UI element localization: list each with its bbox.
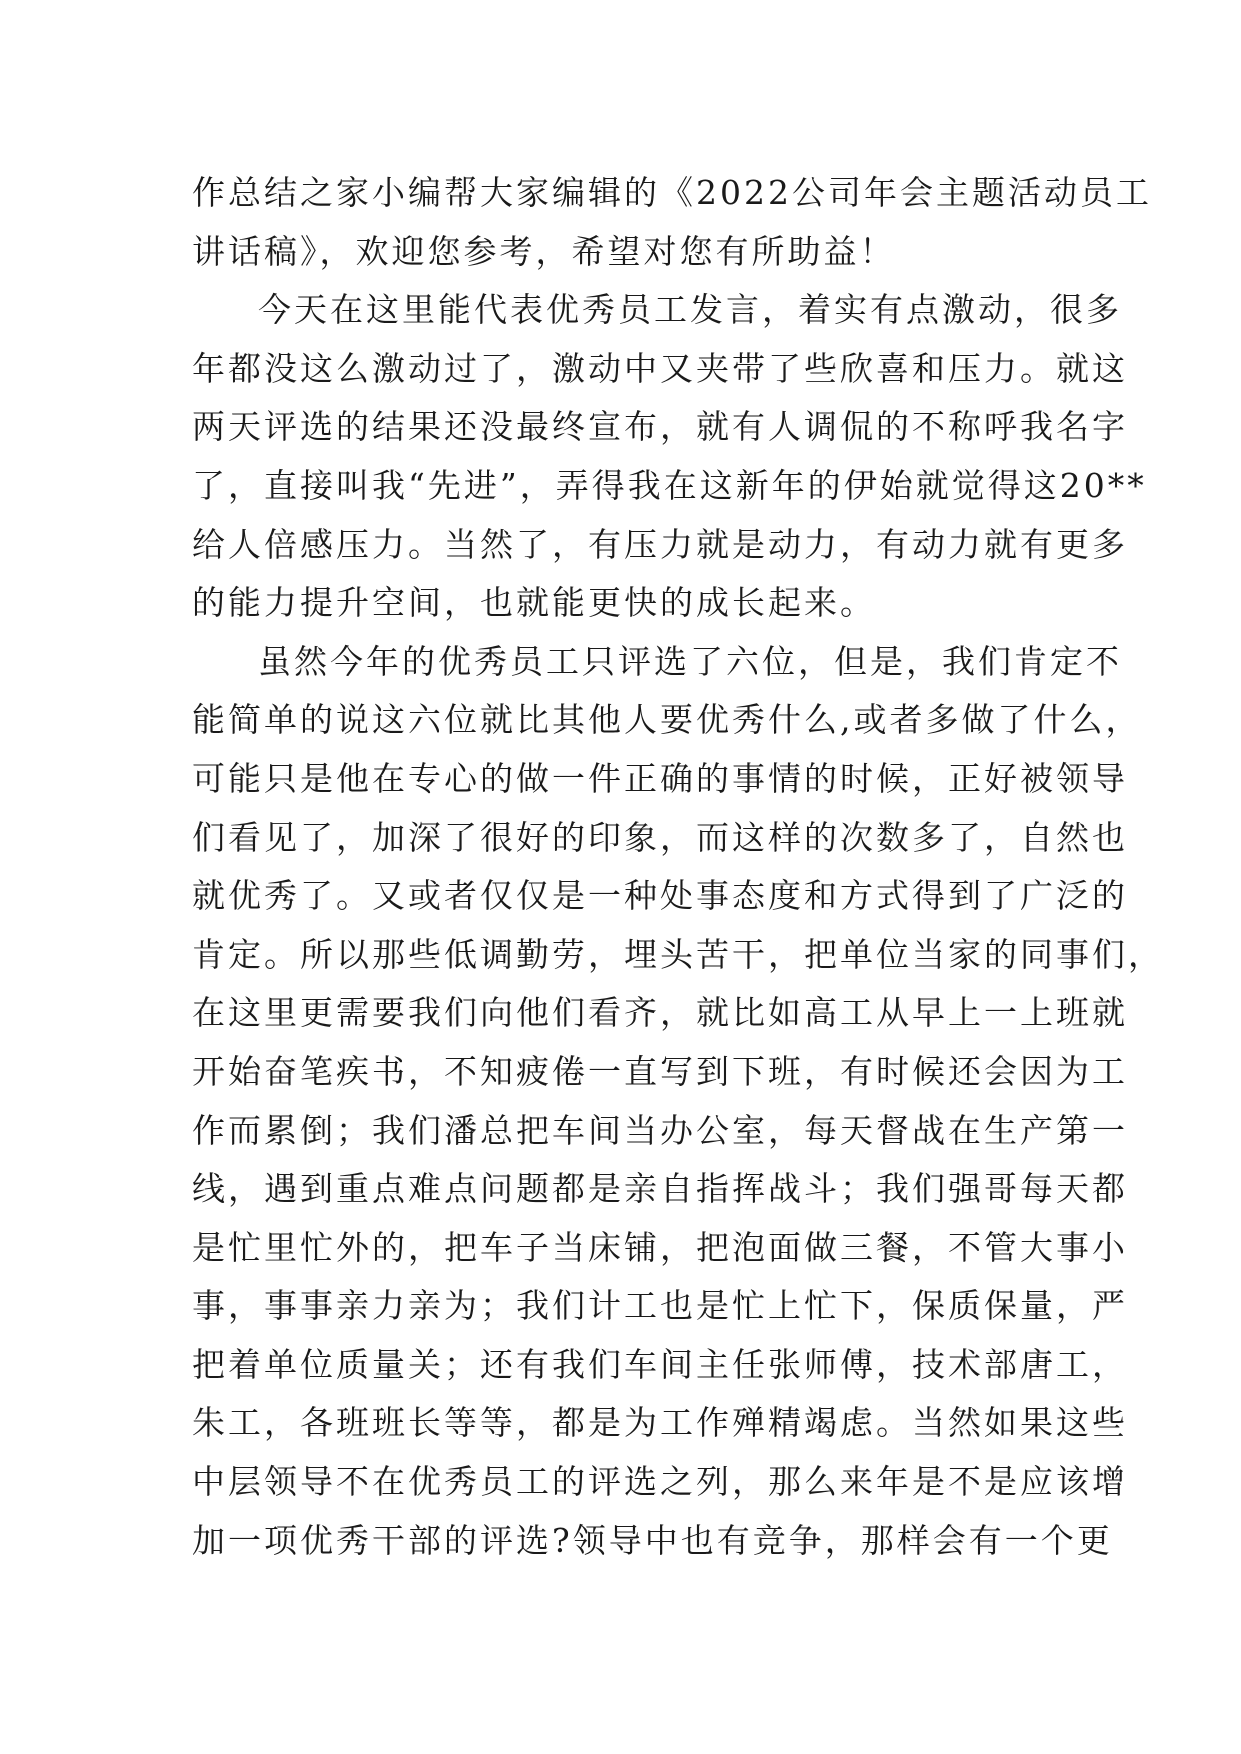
- text-line: 中层领导不在优秀员工的评选之列，那么来年是不是应该增: [192, 1462, 1128, 1502]
- text-line: 了，直接叫我“先进”，弄得我在这新年的伊始就觉得这20**: [192, 465, 1147, 505]
- text-line: 作而累倒；我们潘总把车间当办公室，每天督战在生产第一: [192, 1110, 1128, 1150]
- text-line: 可能只是他在专心的做一件正确的事情的时候，正好被领导: [192, 758, 1128, 798]
- text-line: 能简单的说这六位就比其他人要优秀什么,或者多做了什么，: [192, 700, 1142, 740]
- text-line: 线，遇到重点难点问题都是亲自指挥战斗；我们强哥每天都: [192, 1169, 1128, 1209]
- paragraph-first-line: 虽然今年的优秀员工只评选了六位，但是，我们肯定不: [258, 641, 1122, 681]
- text-line: 给人倍感压力。当然了，有压力就是动力，有动力就有更多: [192, 524, 1128, 564]
- text-line: 的能力提升空间，也就能更快的成长起来。: [192, 583, 876, 623]
- text-line: 就优秀了。又或者仅仅是一种处事态度和方式得到了广泛的: [192, 876, 1128, 916]
- text-line: 年都没这么激动过了，激动中又夹带了些欣喜和压力。就这: [192, 348, 1128, 388]
- text-line: 把着单位质量关；还有我们车间主任张师傅，技术部唐工，: [192, 1344, 1128, 1384]
- text-line: 两天评选的结果还没最终宣布，就有人调侃的不称呼我名字: [192, 407, 1128, 447]
- text-line: 事，事事亲力亲为；我们计工也是忙上忙下，保质保量，严: [192, 1286, 1128, 1326]
- text-line: 肯定。所以那些低调勤劳，埋头苦干，把单位当家的同事们，: [192, 934, 1164, 974]
- text-line: 们看见了，加深了很好的印象，而这样的次数多了，自然也: [192, 817, 1128, 857]
- text-line: 朱工，各班班长等等，都是为工作殚精竭虑。当然如果这些: [192, 1403, 1128, 1443]
- text-line: 是忙里忙外的，把车子当床铺，把泡面做三餐，不管大事小: [192, 1227, 1128, 1267]
- text-line: 开始奋笔疾书，不知疲倦一直写到下班，有时候还会因为工: [192, 1051, 1128, 1091]
- paragraph-first-line: 今天在这里能代表优秀员工发言，着实有点激动，很多: [258, 290, 1122, 330]
- text-line: 讲话稿》，欢迎您参考，希望对您有所助益！: [192, 231, 896, 271]
- text-line: 加一项优秀干部的评选?领导中也有竞争，那样会有一个更: [192, 1520, 1113, 1560]
- text-line: 在这里更需要我们向他们看齐，就比如高工从早上一上班就: [192, 993, 1128, 1033]
- document-body: [192, 164, 1164, 1570]
- text-line: 作总结之家小编帮大家编辑的《2022公司年会主题活动员工: [192, 173, 1152, 212]
